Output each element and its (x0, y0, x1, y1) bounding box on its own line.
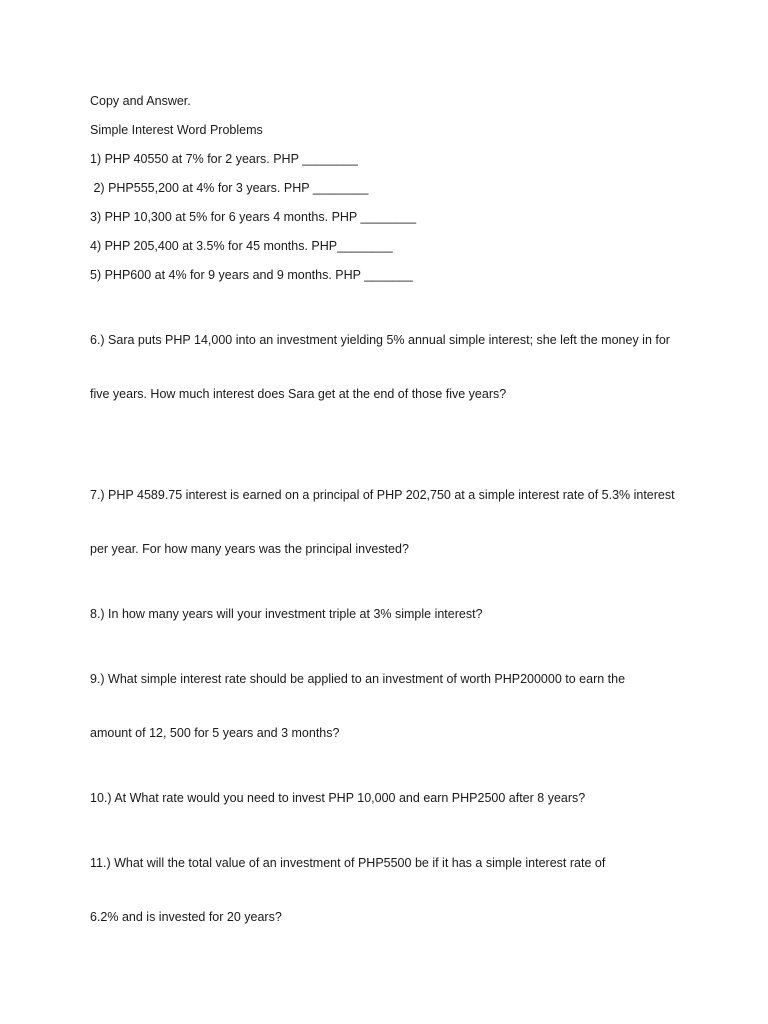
question-7-line-2: per year. For how many years was the principal invested? (90, 542, 409, 556)
question-8: 8.) In how many years will your investment triple at 3% simple interest? (90, 607, 483, 621)
question-11-line-1: 11.) What will the total value of an investment of PHP5500 be if it has a simple interest rate of (90, 856, 606, 870)
worksheet-page (90, 92, 690, 973)
question-3: 3) PHP 10,300 at 5% for 6 years 4 months. PHP ________ (90, 210, 417, 224)
question-6 (90, 295, 690, 439)
question-6-line-2: five years. How much interest does Sara get at the end of those five years? (90, 387, 507, 401)
question-11-line-2: 6.2% and is invested for 20 years? (90, 910, 282, 924)
question-1: 1) PHP 40550 at 7% for 2 years. PHP ________ (90, 152, 358, 166)
instruction-text: Copy and Answer. (90, 94, 191, 108)
question-11 (90, 818, 690, 962)
question-6-line-1: 6.) Sara puts PHP 14,000 into an investment yielding 5% annual simple interest; she left the money in for (90, 333, 670, 347)
question-7-line-1: 7.) PHP 4589.75 interest is earned on a principal of PHP 202,750 at a simple interest rate of 5.3% interest (90, 488, 675, 502)
worksheet-heading: Simple Interest Word Problems (90, 123, 263, 137)
question-10: 10.) At What rate would you need to invest PHP 10,000 and earn PHP2500 after 8 years? (90, 791, 586, 805)
question-9-line-1: 9.) What simple interest rate should be applied to an investment of worth PHP200000 to earn the (90, 672, 626, 686)
question-4: 4) PHP 205,400 at 3.5% for 45 months. PHP________ (90, 239, 393, 253)
question-9-line-2: amount of 12, 500 for 5 years and 3 months? (90, 726, 340, 740)
question-9 (90, 634, 690, 778)
question-7 (90, 450, 690, 594)
question-2: 2) PHP555,200 at 4% for 3 years. PHP ________ (90, 181, 369, 195)
question-5: 5) PHP600 at 4% for 9 years and 9 months. PHP _______ (90, 268, 413, 282)
